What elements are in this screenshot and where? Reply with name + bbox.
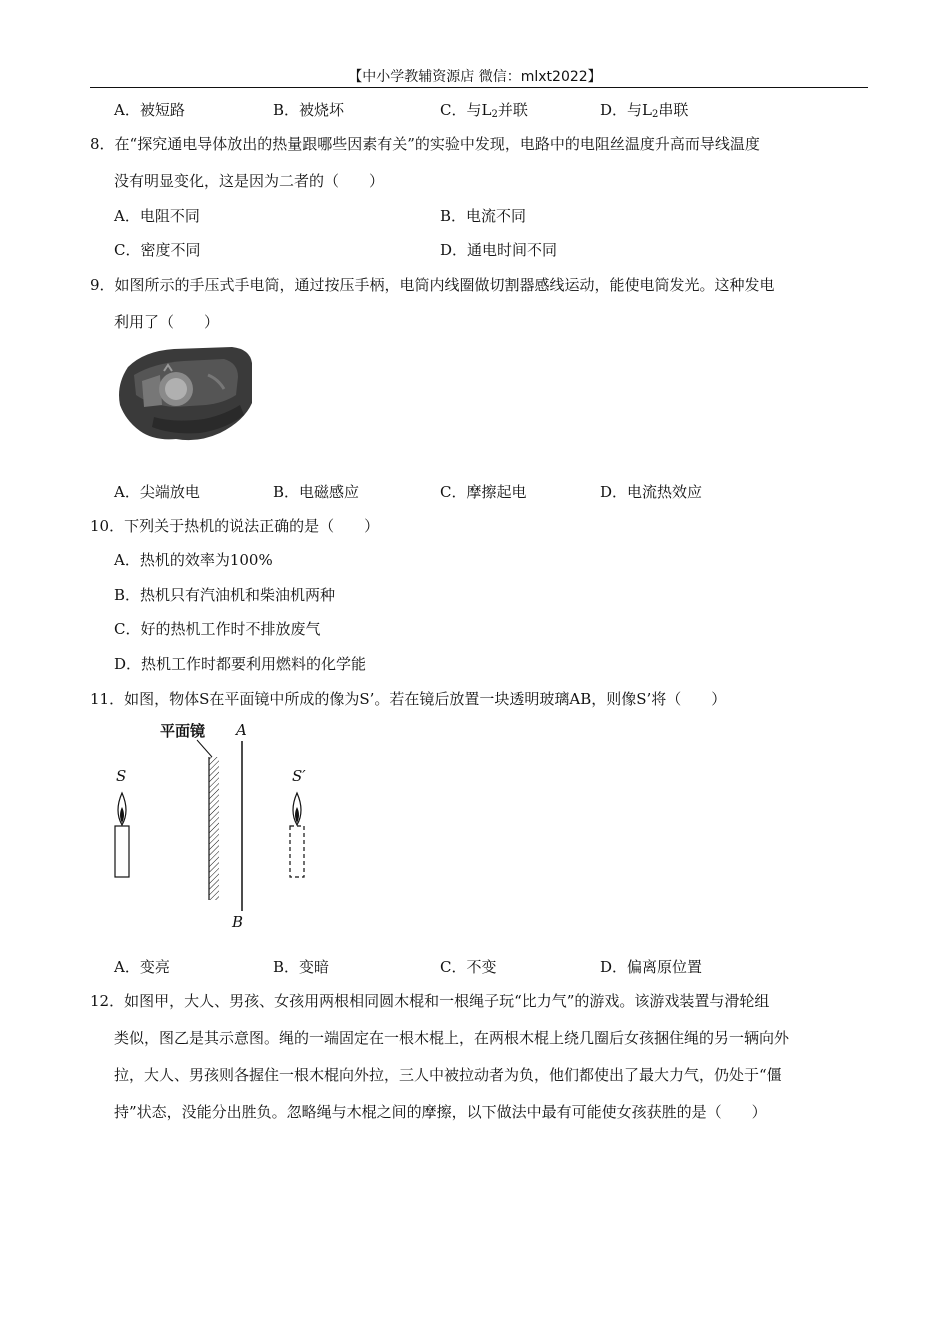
q12-stem-line4: 持”状态，没能分出胜负。忽略绳与木棍之间的摩擦，以下做法中最有可能使女孩获胜的是（ ） [114,1103,767,1121]
q10-stem: 10．下列关于热机的说法正确的是（ ） [90,517,380,535]
header-rule [90,87,868,88]
q11-option-d: D．偏离原位置 [600,958,703,976]
q9-option-c: C．摩擦起电 [440,483,527,501]
q7-option-d: D．与$L_2$串联 [600,101,689,120]
mirror-hatching [209,757,219,900]
label-s-prime: S′ [292,767,306,785]
q9-option-b: B．电磁感应 [273,483,360,501]
q9-option-d: D．电流热效应 [600,483,703,501]
page-header: 【中小学教辅资源店 微信：mlxt2022】 [348,69,602,85]
q9-option-a: A．尖端放电 [114,483,200,501]
q11-option-b: B．变暗 [273,958,330,976]
q7-option-a: A．被短路 [114,101,185,119]
q10-option-a: A．热机的效率为100% [114,551,273,569]
q7-option-b: B．被烧坏 [273,101,345,119]
mirror-pointer [197,740,212,757]
q9-stem-line1: 9．如图所示的手压式手电筒，通过按压手柄，电筒内线圈做切割器感线运动，能使电筒发光。这种发电 [90,276,775,294]
q8-option-d: D．通电时间不同 [440,241,558,259]
mirror-candle-figure [108,713,328,935]
q11-option-c: C．不变 [440,958,497,976]
label-a: A [236,721,247,739]
hand-flashlight-photo [114,345,254,445]
candle-body [115,826,129,877]
label-s: S [116,767,127,785]
q10-option-b: B．热机只有汽油机和柴油机两种 [114,586,336,604]
q8-option-c: C．密度不同 [114,241,201,259]
q11-stem: 11．如图，物体S在平面镜中所成的像为S’。若在镜后放置一块透明玻璃AB，则像S’将（ ） [90,690,727,708]
q7-option-c: C．与$L_2$并联 [440,101,528,120]
q8-option-a: A．电阻不同 [114,207,200,225]
q12-stem-line1: 12．如图甲，大人、男孩、女孩用两根相同圆木棍和一根绳子玩“比力气”的游戏。该游戏装置与滑轮组 [90,992,770,1010]
q12-stem-line3: 拉，大人、男孩则各握住一根木棍向外拉，三人中被拉动者为负，他们都使出了最大力气，仍处于“僵 [114,1066,782,1084]
q8-option-b: B．电流不同 [440,207,527,225]
candle-flame-core [120,807,124,823]
q12-stem-line2: 类似，图乙是其示意图。绳的一端固定在一根木棍上，在两根木棍上绕几圈后女孩捆住绳的另一辆向外 [114,1029,790,1047]
mirror-label: 平面镜 [160,722,206,740]
q8-stem-line1: 8．在“探究通电导体放出的热量跟哪些因素有关”的实验中发现，电路中的电阻丝温度升高而导线温度 [90,135,760,153]
q10-option-d: D．热机工作时都要利用燃料的化学能 [114,655,367,673]
q10-option-c: C．好的热机工作时不排放废气 [114,620,321,638]
image-candle-body [290,826,304,877]
q8-stem-line2: 没有明显变化，这是因为二者的（ ） [114,172,385,190]
image-flame-core [295,807,299,823]
q11-option-a: A．变亮 [114,958,170,976]
label-b: B [232,913,244,931]
q9-stem-line2: 利用了（ ） [114,313,220,331]
